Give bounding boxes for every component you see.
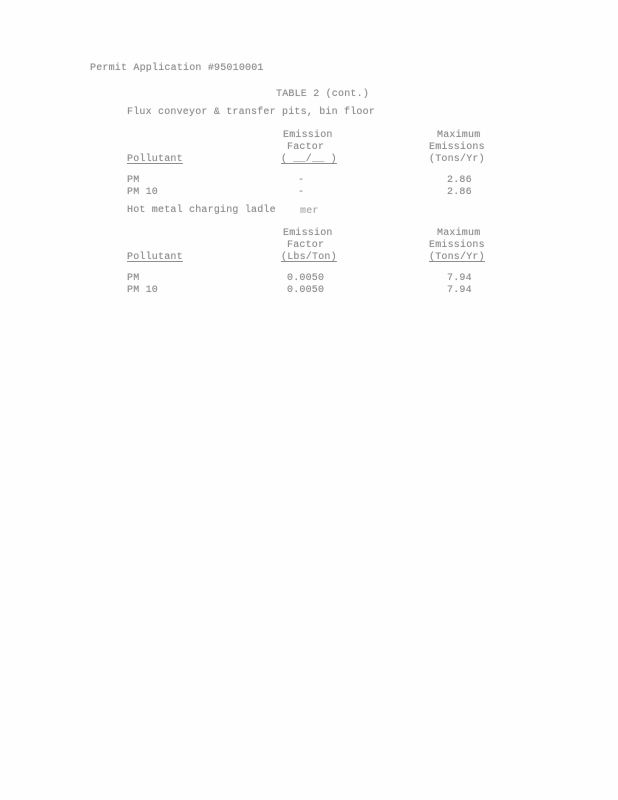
table-cell-maximum: 7.94	[447, 285, 472, 296]
col-header-maximum-line1: Maximum	[437, 130, 481, 141]
col-header-maximum-unit: (Tons/Yr)	[429, 154, 485, 165]
table-cell-factor: 0.0050	[287, 285, 325, 296]
col-header-factor-line2: Factor	[287, 240, 325, 251]
col-header-maximum-line2: Emissions	[429, 240, 485, 251]
col-header-maximum-unit: (Tons/Yr)	[429, 252, 485, 263]
section-heading: Hot metal charging ladle	[127, 205, 276, 216]
col-header-maximum-line2: Emissions	[429, 142, 485, 153]
table-cell-maximum: 7.94	[447, 273, 472, 284]
col-header-factor-unit: ( __/__ )	[281, 154, 337, 165]
col-header-pollutant: Pollutant	[127, 154, 183, 165]
section-heading-artifact: mer	[300, 206, 319, 217]
table-cell-pollutant: PM	[127, 273, 140, 284]
table-title: TABLE 2 (cont.)	[276, 89, 370, 100]
table-cell-pollutant: PM 10	[127, 285, 159, 296]
col-header-pollutant: Pollutant	[127, 252, 183, 263]
table-cell-maximum: 2.86	[447, 187, 472, 198]
col-header-factor-line1: Emission	[283, 228, 333, 239]
col-header-factor-unit: (Lbs/Ton)	[281, 252, 337, 263]
doc-header: Permit Application #95010001	[90, 63, 264, 74]
col-header-maximum-line1: Maximum	[437, 228, 481, 239]
section-heading: Flux conveyor & transfer pits, bin floor	[127, 107, 376, 118]
table-cell-pollutant: PM	[127, 175, 140, 186]
col-header-factor-line1: Emission	[283, 130, 333, 141]
table-cell-pollutant: PM 10	[127, 187, 159, 198]
table-cell-factor: -	[298, 187, 305, 198]
col-header-factor-line2: Factor	[287, 142, 325, 153]
table-cell-factor: 0.0050	[287, 273, 325, 284]
table-cell-factor: -	[298, 175, 305, 186]
table-cell-maximum: 2.86	[447, 175, 472, 186]
